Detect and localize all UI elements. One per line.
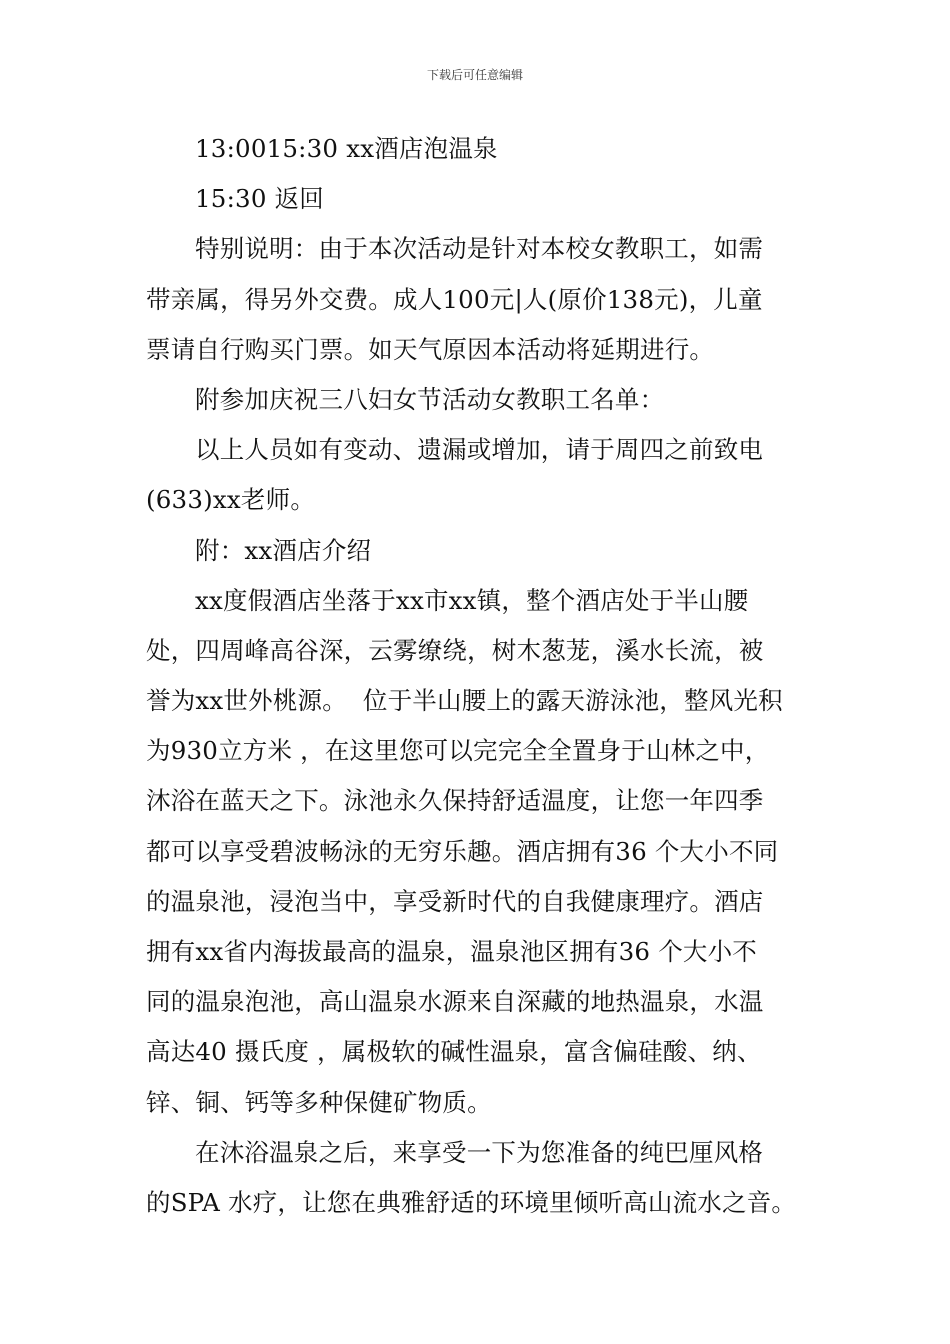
text-line: 高达40 摄氏度 ，属极软的碱性温泉，富含偏硅酸、纳、: [146, 1037, 762, 1067]
text-line: (633)xx老师。: [146, 485, 316, 515]
text-line: 沐浴在蓝天之下。泳池永久保持舒适温度，让您一年四季: [146, 786, 764, 816]
text-line: 锌、铜、钙等多种保健矿物质。: [146, 1087, 492, 1117]
text-line: 誉为xx世外桃源。 位于半山腰上的露天游泳池，整风光积: [146, 686, 783, 716]
text-line: 附参加庆祝三八妇女节活动女教职工名单：: [195, 384, 665, 414]
text-line: 都可以享受碧波畅泳的无穷乐趣。酒店拥有36 个大小不同: [146, 836, 779, 866]
text-line: 在沐浴温泉之后，来享受一下为您准备的纯巴厘风格: [195, 1137, 764, 1167]
text-line: 15:30 返回: [195, 184, 324, 214]
text-line: 为930立方米 ，在这里您可以完完全全置身于山林之中，: [146, 736, 770, 766]
text-line: 票请自行购买门票。如天气原因本活动将延期进行。: [146, 334, 715, 364]
document-body: [146, 124, 814, 1228]
text-line: 13:0015:30 xx酒店泡温泉: [195, 134, 498, 163]
text-line: xx度假酒店坐落于xx市xx镇，整个酒店处于半山腰: [195, 585, 749, 615]
header-note: 下载后可任意编辑: [426, 68, 523, 82]
text-line: 以上人员如有变动、遗漏或增加，请于周四之前致电: [195, 435, 764, 465]
text-line: 处，四周峰高谷深，云雾缭绕，树木葱茏，溪水长流，被: [146, 635, 764, 665]
text-line: 带亲属，得另外交费。成人100元|人(原价138元)，儿童: [146, 284, 763, 314]
text-line: 的温泉池，浸泡当中，享受新时代的自我健康理疗。酒店: [146, 886, 764, 916]
text-line: 特别说明：由于本次活动是针对本校女教职工，如需: [195, 234, 764, 264]
text-line: 拥有xx省内海拔最高的温泉，温泉池区拥有36 个大小不: [146, 937, 757, 966]
text-line: 同的温泉泡池，高山温泉水源来自深藏的地热温泉，水温: [146, 987, 764, 1017]
text-line: 的SPA 水疗，让您在典雅舒适的环境里倾听高山流水之音。: [146, 1187, 797, 1217]
text-line: 附：xx酒店介绍: [195, 535, 372, 565]
